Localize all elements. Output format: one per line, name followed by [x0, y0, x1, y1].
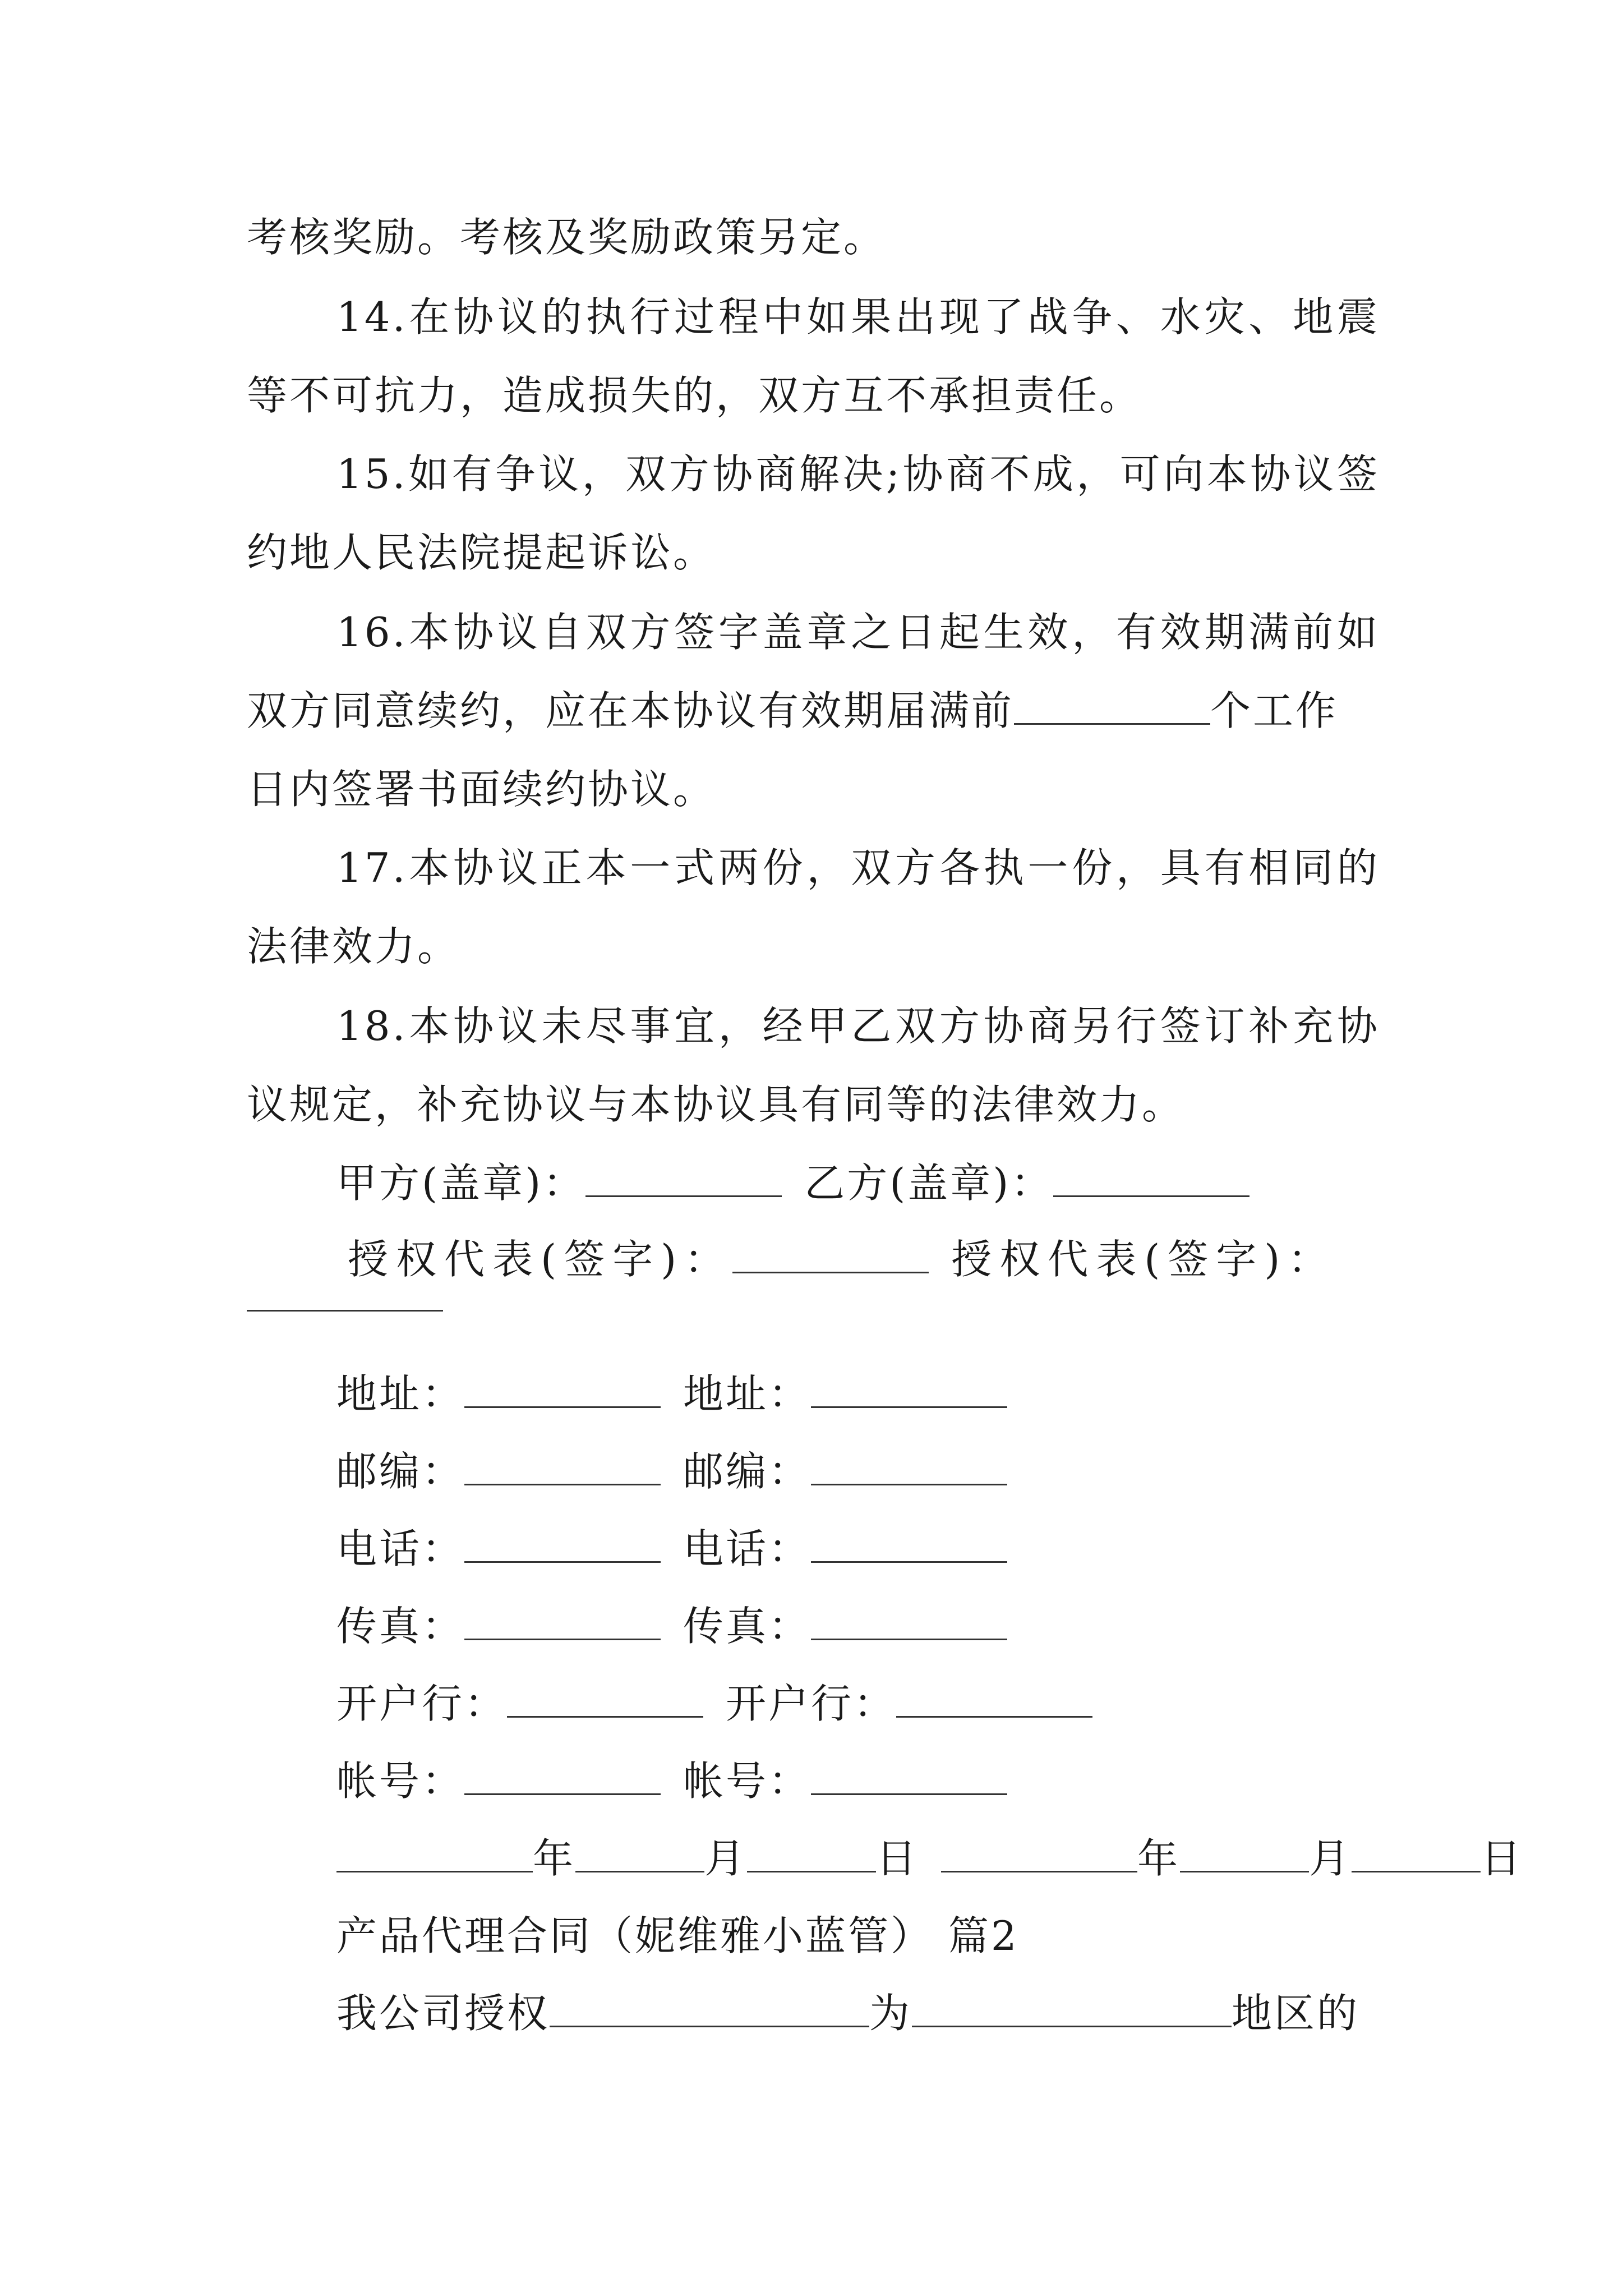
fax-label: 传真：: [336, 1603, 465, 1650]
paragraph-line: 14.在协议的执行过程中如果出现了战争、水灾、地震: [336, 293, 1380, 341]
signature-party-row: [336, 1158, 1380, 1208]
party-a-seal-label: 甲方(盖章)：: [336, 1159, 586, 1207]
month-label: 月: [1309, 1835, 1352, 1882]
contact-row: [336, 1756, 1380, 1806]
fill-in-blank[interactable]: [1014, 688, 1210, 725]
paragraph-line: 约地人民法院提起诉讼。: [247, 529, 716, 576]
bank-label: 开户行：: [726, 1680, 897, 1727]
year-label: 年: [1137, 1835, 1181, 1882]
contact-row: [336, 1369, 1380, 1419]
account-label: 帐号：: [683, 1757, 811, 1805]
date-row: [336, 1833, 1524, 1884]
paragraph-line: 15.如有争议，双方协商解决;协商不成，可向本协议签: [336, 450, 1380, 498]
paragraph-text: 双方同意续约，应在本协议有效期届满前: [247, 687, 1015, 734]
paragraph-line: [336, 1988, 1380, 2039]
bank-a-blank[interactable]: [507, 1681, 703, 1718]
year-a-blank[interactable]: [336, 1836, 533, 1872]
day-label: 日: [1481, 1835, 1524, 1882]
paragraph-line: 考核奖励。考核及奖励政策另定。: [247, 214, 887, 261]
postcode-a-blank[interactable]: [464, 1449, 661, 1485]
contact-row: [336, 1678, 1380, 1729]
contact-row: [336, 1601, 1380, 1651]
phone-label: 电话：: [336, 1525, 465, 1572]
paragraph-text: 我公司授权: [336, 1990, 550, 2037]
rep-b-blank[interactable]: [247, 1310, 443, 1312]
day-b-blank[interactable]: [1352, 1836, 1481, 1872]
section-title: 产品代理合同（妮维雅小蓝管） 篇2: [336, 1912, 1019, 1959]
day-a-blank[interactable]: [747, 1836, 876, 1872]
rep-a-label: 授权代表(签字)：: [348, 1236, 733, 1283]
paragraph-text: 地区的: [1232, 1990, 1360, 2037]
rep-a-blank[interactable]: [732, 1237, 929, 1273]
paragraph-text: 为: [869, 1990, 912, 2037]
paragraph-line: 等不可抗力，造成损失的，双方互不承担责任。: [247, 372, 1142, 419]
paragraph-text: 个工作: [1210, 687, 1339, 734]
paragraph-line: 18.本协议未尽事宜，经甲乙双方协商另行签订补充协: [336, 1002, 1380, 1050]
month-b-blank[interactable]: [1180, 1836, 1309, 1872]
year-b-blank[interactable]: [941, 1836, 1137, 1872]
year-label: 年: [533, 1835, 576, 1882]
day-label: 日: [876, 1835, 919, 1882]
paragraph-line: 日内签署书面续约协议。: [247, 766, 716, 813]
authorized-party-blank[interactable]: [550, 1991, 869, 2027]
party-b-seal-label: 乙方(盖章)：: [804, 1159, 1054, 1207]
party-a-seal-blank[interactable]: [585, 1161, 782, 1197]
phone-a-blank[interactable]: [464, 1526, 661, 1563]
address-label: 地址：: [336, 1370, 465, 1418]
address-label: 地址：: [683, 1370, 811, 1418]
paragraph-line: 16.本协议自双方签字盖章之日起生效，有效期满前如: [336, 609, 1380, 656]
month-a-blank[interactable]: [575, 1836, 704, 1872]
contact-row: [336, 1446, 1380, 1497]
region-blank[interactable]: [912, 1991, 1232, 2027]
address-a-blank[interactable]: [464, 1372, 661, 1408]
contact-row: [336, 1524, 1380, 1574]
fax-b-blank[interactable]: [811, 1604, 1007, 1640]
postcode-label: 邮编：: [336, 1448, 465, 1495]
paragraph-line: [247, 685, 1380, 736]
account-a-blank[interactable]: [464, 1759, 661, 1795]
phone-label: 电话：: [683, 1525, 811, 1572]
party-b-seal-blank[interactable]: [1053, 1161, 1249, 1197]
bank-label: 开户行：: [336, 1680, 508, 1727]
account-label: 帐号：: [336, 1757, 465, 1805]
paragraph-line: 17.本协议正本一式两份，双方各执一份，具有相同的: [336, 844, 1380, 891]
postcode-label: 邮编：: [683, 1448, 811, 1495]
account-b-blank[interactable]: [811, 1759, 1007, 1795]
month-label: 月: [704, 1835, 748, 1882]
fax-a-blank[interactable]: [464, 1604, 661, 1640]
paragraph-line: 议规定，补充协议与本协议具有同等的法律效力。: [247, 1081, 1185, 1128]
postcode-b-blank[interactable]: [811, 1449, 1007, 1485]
fax-label: 传真：: [683, 1603, 811, 1650]
paragraph-line: 法律效力。: [247, 923, 460, 970]
bank-b-blank[interactable]: [896, 1681, 1092, 1718]
signature-rep-row: [348, 1234, 1391, 1285]
phone-b-blank[interactable]: [811, 1526, 1007, 1563]
address-b-blank[interactable]: [811, 1372, 1007, 1408]
rep-b-label: 授权代表(签字)：: [951, 1236, 1336, 1283]
